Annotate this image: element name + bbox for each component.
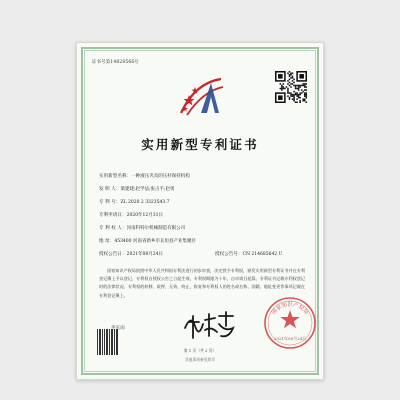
grant-date-row [99,251,163,257]
page-label: 第 1 页（共 2 页） [183,348,217,353]
left-signature-text: 申长雨 [111,326,125,331]
address-row [99,238,196,244]
address-value: 453400 河南省新乡市长垣县产业集聚区 [114,239,196,244]
grant-date-label: 授权公告日： [99,252,127,257]
official-seal-icon [263,296,317,350]
inventor-label: 发 明 人： [99,187,121,192]
filing-date-label: 专利申请日： [99,213,127,218]
patent-holder-value: 河南科特尔机械制造有限公司 [126,226,186,231]
grant-date-value: 2021年08月24日 [126,252,164,257]
seal-text: 国家知识产权局 [270,302,310,316]
address-label: 地 址： [99,239,115,244]
footer-note: 其他事项参见续页 [184,357,216,362]
cnipa-emblem-icon [173,73,229,121]
patent-holder-row [99,225,185,231]
utility-model-name-row [99,173,190,179]
grant-number-label: 授权公告号： [215,252,243,257]
patent-certificate [76,42,324,380]
patent-number-row [99,199,170,205]
utility-model-name-value: 一种液压夹具的压杆保持机构 [131,174,190,179]
grant-number-row [215,251,282,257]
grant-number-value: CN 214685642 U [242,252,283,257]
inventor-value: 梁建建;赵学法;张占平;赵勇 [120,187,175,192]
certificate-title: 实用新型专利证书 [141,137,259,152]
patent-number-value: ZL 2020 2 3323543.7 [120,200,170,205]
qr-code-icon [275,71,307,103]
filing-date-value: 2020年12月31日 [126,213,164,218]
utility-model-name-label: 实用新型名称： [99,174,132,179]
patent-holder-label: 专 利 权 人： [99,226,127,231]
seal-date: 2021年08月24日 [273,336,307,341]
patent-number-label: 专 利 号： [99,200,121,205]
director-handwritten-signature [181,306,239,344]
inventor-row [99,186,175,192]
certificate-body-text: 国家知识产权局依照中华人民共和国专利法进行初步审查，决定授予专利权，颁发实用新型专利证书并在专利登记簿上予以登记。专利权自授权公告之日起生效。专利权期限为十年，自申请日起算。专利证书记载专利权登记时的法律状况。专利权的转移、质押、无效、终止、恢复和专利权人的姓名或名称、国籍、地址变更等事项记载在专利登记簿上。 [99,268,305,298]
filing-date-row [99,212,163,218]
certificate-number: 证书号第14828566号 [92,60,139,65]
